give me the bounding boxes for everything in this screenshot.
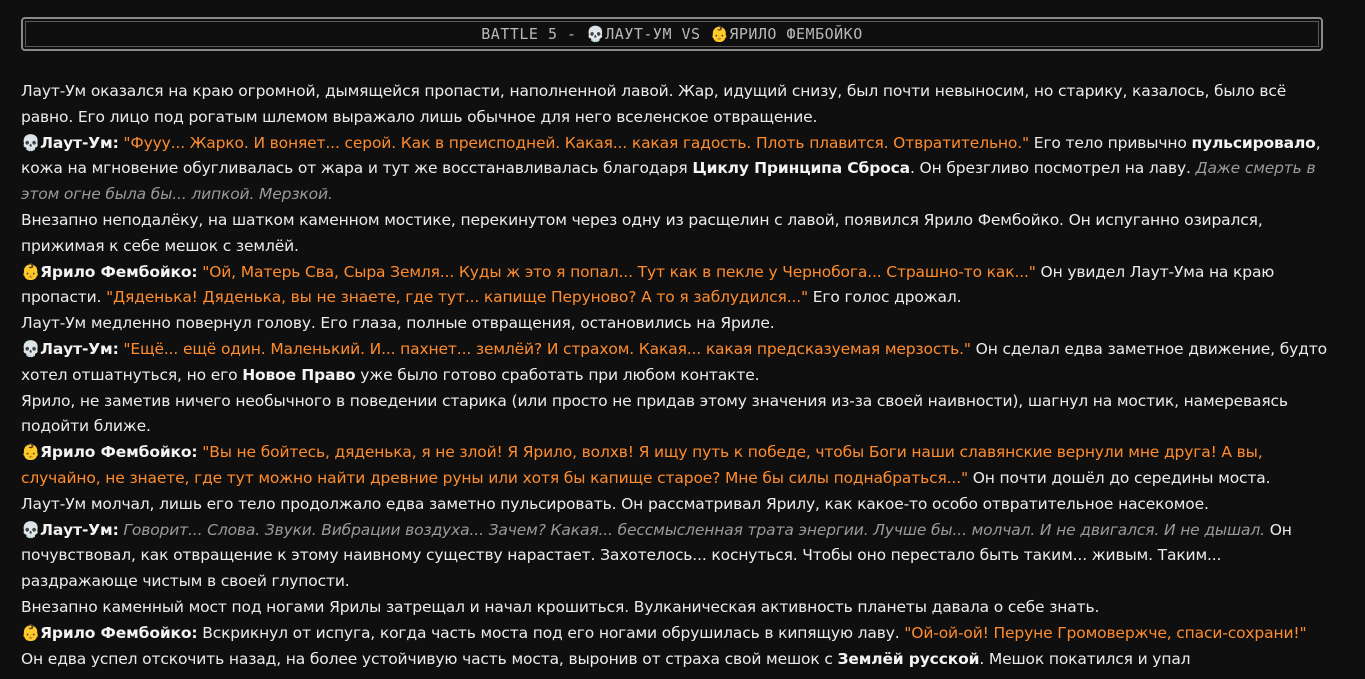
paragraph-12 bbox=[21, 621, 1331, 673]
paragraph-4 bbox=[21, 260, 1331, 312]
speaker-label: 💀Лаут-Ум: bbox=[21, 339, 119, 358]
narration: Он увидел Лаут-Ума на краю пропасти. bbox=[21, 262, 1275, 307]
paragraph-7: Ярило, не заметив ничего необычного в поведении старика (или просто не придав этому значения из-за своей наивности), шагнул на мостик, намереваясь подойти ближе. bbox=[21, 391, 1288, 436]
paragraph-8 bbox=[21, 440, 1331, 492]
narration: Он почти дошёл до середины моста. bbox=[972, 468, 1271, 487]
speaker-label: 👶Ярило Фембойко: bbox=[21, 623, 198, 642]
speaker-label: 👶Ярило Фембойко: bbox=[21, 443, 198, 462]
inner-thought: Даже смерть в этом огне была бы... липкой. Мерзкой. bbox=[21, 159, 1316, 204]
paragraph-1: Лаут-Ум оказался на краю огромной, дымящейся пропасти, наполненной лавой. Жар, идущий снизу, был почти невыносим, но старику, казалось, было всё равно. Его лицо под рогатым шлемом выражало лишь обычное для него вселенское отвращение. bbox=[21, 82, 1287, 126]
inner-thought: Говорит... Слова. Звуки. Вибрации воздуха... Зачем? Какая... бессмысленная трата энергии. Лучше бы... молчал. И не двигался. И не дышал. bbox=[123, 520, 1265, 539]
narration: Он почувствовал, как отвращение к этому наивному существу нарастает. Захотелось... коснуться. Чтобы оно перестало быть таким... живым. Таким... раздражающе чистым в своей глупости. bbox=[21, 520, 1292, 591]
emphasis: Землёй русской bbox=[837, 649, 980, 668]
battle-title: BATTLE 5 - 💀ЛАУТ-УМ VS 👶ЯРИЛО ФЕМБОЙКО bbox=[481, 25, 863, 43]
dialogue-quote: "Фууу... Жарко. И воняет... серой. Как в преисподней. Какая... какая гадость. Плоть плавится. Отвратительно." bbox=[123, 133, 1030, 152]
narration: . Он брезгливо посмотрел на лаву. bbox=[909, 159, 1191, 178]
narration: . Мешок покатился и упал bbox=[979, 649, 1191, 668]
paragraph-11: Внезапно каменный мост под ногами Ярилы затрещал и начал крошиться. Вулканическая активность планеты давала о себе знать. bbox=[21, 597, 1100, 616]
story-content bbox=[21, 79, 1331, 672]
battle-header bbox=[21, 17, 1323, 51]
paragraph-2 bbox=[21, 131, 1331, 208]
narration: Его тело привычно bbox=[1033, 133, 1187, 152]
paragraph-10 bbox=[21, 518, 1331, 595]
dialogue-quote: "Ещё... ещё один. Маленький. И... пахнет... землёй? И страхом. Какая... какая предсказуемая мерзость." bbox=[123, 339, 971, 358]
emphasis: Циклу Принципа Сброса bbox=[692, 159, 910, 178]
emphasis: пульсировало bbox=[1191, 133, 1316, 152]
narration: Он едва успел отскочить назад, на более устойчивую часть моста, выронив от страха свой мешок с bbox=[21, 649, 833, 668]
paragraph-6 bbox=[21, 337, 1331, 389]
dialogue-quote: "Ой, Матерь Сва, Сыра Земля... Куды ж это я попал... Тут как в пекле у Чернобога... Страшно-то как..." bbox=[202, 262, 1036, 281]
emphasis: Новое Право bbox=[242, 365, 356, 384]
speaker-label: 💀Лаут-Ум: bbox=[21, 520, 119, 539]
paragraph-9: Лаут-Ум молчал, лишь его тело продолжало едва заметно пульсировать. Он рассматривал Ярилу, как какое-то особо отвратительное насекомое. bbox=[21, 494, 1209, 513]
narration: , кожа на мгновение обугливалась от жара и тут же восстанавливалась благодаря bbox=[21, 133, 1321, 178]
speaker-label: 👶Ярило Фембойко: bbox=[21, 262, 198, 281]
paragraph-3: Внезапно неподалёку, на шатком каменном мостике, перекинутом через одну из расщелин с лавой, появился Ярило Фембойко. Он испуганно озирался, прижимая к себе мешок с землёй. bbox=[21, 210, 1263, 255]
dialogue-quote: "Дяденька! Дяденька, вы не знаете, где тут... капище Перуново? А то я заблудился..." bbox=[106, 288, 808, 307]
narration: Он сделал едва заметное движение, будто хотел отшатнуться, но его bbox=[21, 339, 1327, 384]
dialogue-quote: "Ой-ой-ой! Перуне Громовержче, спаси-сохрани!" bbox=[904, 623, 1307, 642]
paragraph-5: Лаут-Ум медленно повернул голову. Его глаза, полные отвращения, остановились на Яриле. bbox=[21, 314, 775, 333]
speaker-label: 💀Лаут-Ум: bbox=[21, 133, 119, 152]
narration: Вскрикнул от испуга, когда часть моста под его ногами обрушилась в кипящую лаву. bbox=[202, 623, 900, 642]
narration: Его голос дрожал. bbox=[812, 288, 962, 307]
narration: уже было готово сработать при любом контакте. bbox=[360, 365, 760, 384]
dialogue-quote: "Вы не бойтесь, дяденька, я не злой! Я Ярило, волхв! Я ищу путь к победе, чтобы Боги наши славянские вернули мне друга! А вы, случайно, не знаете, где тут можно найти древние руны или хотя бы капище старое? Мне бы силы поднабраться..." bbox=[21, 443, 1263, 487]
